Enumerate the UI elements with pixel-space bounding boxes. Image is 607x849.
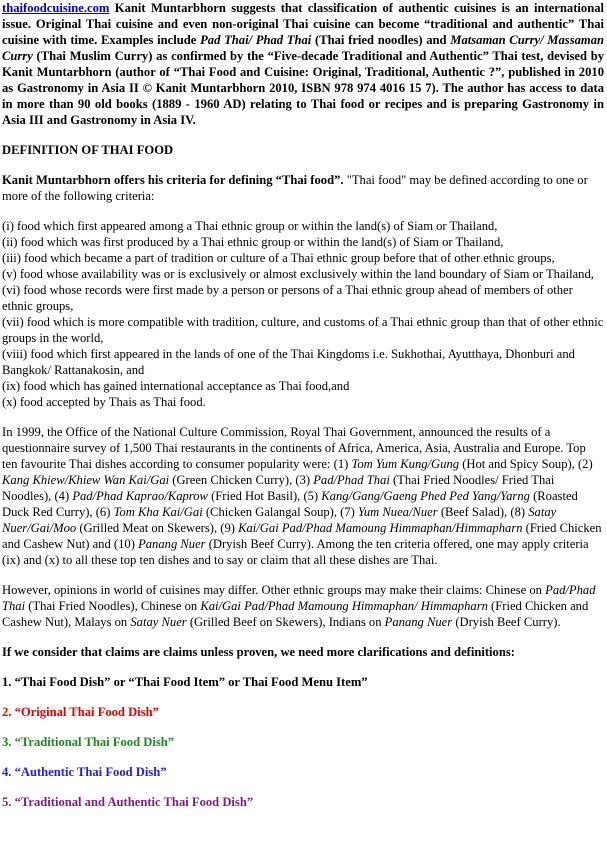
intro-dish-massaman: Matsaman Curry/ Massaman Curry <box>2 33 604 63</box>
intro-text-3: (Thai Muslim Curry) as confirmed by the “Five-decade Traditional and Authentic” Thai test, devised by Kanit Muntarbhorn (author of “Thai Food and Cuisine: Original, Traditional, Authentic ?”, published in 2010 as Gastronomy in Asia II © Kanit Muntarbhorn 2010, ISBN 978 974 4016 15 7). The author has access to data in more than 90 old books (1889 - 1960 AD) relating to Thai food or recipes and is preparing Gastronomy in Asia III and Gastronomy in Asia IV. <box>2 49 604 127</box>
criterion: (v) food whose availability was or is exclusively or almost exclusively within the land boundary of Siam or Thailand, <box>2 267 594 281</box>
opinions-dish: Panang Nuer <box>384 615 453 629</box>
definition-item-4: 4. “Authentic Thai Food Dish” <box>2 765 167 779</box>
opinions-dish: Kai/Gai Pad/Phad Mamoung Himmaphan/ Himmapharn <box>200 599 488 613</box>
definition-lead <box>2 172 604 204</box>
intro-dish-pad-thai: Pad Thai/ Phad Thai <box>200 33 312 47</box>
survey-dish: Pad/Phad Thai <box>313 473 390 487</box>
survey-dish: Kang/Gang/Gaeng Phed Ped Yang/Yarng <box>321 489 530 503</box>
survey-dish: Kang Khiew/Khiew Wan Kai/Gai <box>2 473 170 487</box>
definition-item-2: 2. “Original Thai Food Dish” <box>2 705 159 719</box>
survey-dish: Tom Kha Kai/Gai <box>113 505 203 519</box>
criterion: (ix) food which has gained international acceptance as Thai food,and <box>2 379 350 393</box>
survey-dish: Kai/Gai Pad/Phad Mamoung Himmaphan/Himmapharn <box>238 521 523 535</box>
opinions-dish: Satay Nuer <box>130 615 187 629</box>
criterion: (x) food accepted by Thais as Thai food. <box>2 395 206 409</box>
claims-paragraph: If we consider that claims are claims unless proven, we need more clarifications and definitions: <box>2 645 515 659</box>
criterion: (vii) food which is more compatible with tradition, culture, and customs of a Thai ethnic group than that of other ethnic groups in the world, <box>2 315 604 345</box>
opinions-text: (Thai Fried Noodles), Chinese on <box>25 599 201 613</box>
survey-dish: Pad/Phad Kaprao/Kaprow <box>72 489 208 503</box>
definition-heading: DEFINITION OF THAI FOOD <box>2 143 174 157</box>
opinions-paragraph <box>2 582 604 630</box>
survey-text: (Chicken Galangal Soup), (7) <box>202 505 358 519</box>
definition-item-3: 3. “Traditional Thai Food Dish” <box>2 735 175 749</box>
intro-paragraph <box>2 0 604 128</box>
criterion: (iii) food which became a part of tradition or culture of a Thai ethnic group before that of other ethnic groups, <box>2 251 555 265</box>
survey-text: In 1999, the Office of the National Culture Commission, Royal Thai Government, announced the results of a questionnaire survey of 1,500 Thai restaurants in the continents of Africa, America, Asia, Australia and Europe. Top ten favourite Thai dishes according to consumer popularity were: (1) <box>2 425 586 471</box>
definition-item-5: 5. “Traditional and Authentic Thai Food Dish” <box>2 795 254 809</box>
survey-paragraph <box>2 424 604 568</box>
criteria-list <box>2 218 604 410</box>
opinions-text: (Dryish Beef Curry). <box>452 615 561 629</box>
definition-item-1: 1. “Thai Food Dish” or “Thai Food Item” or Thai Food Menu Item” <box>2 675 368 689</box>
opinions-text: (Fried Chicken and Cashew Nut), Malays on <box>2 599 589 629</box>
survey-dish: Panang Nuer <box>138 537 206 551</box>
definition-lead-bold: Kanit Muntarbhorn offers his criteria for defining “Thai food”. <box>2 173 344 187</box>
opinions-text: However, opinions in world of cuisines may differ. Other ethnic groups may make their claims: Chinese on <box>2 583 546 597</box>
survey-dish: Satay Nuer/Gai/Moo <box>2 505 557 535</box>
survey-text: (Fried Hot Basil), (5) <box>207 489 322 503</box>
survey-text: (Green Chicken Curry), (3) <box>169 473 314 487</box>
survey-text: (Grilled Meat on Skewers), (9) <box>76 521 239 535</box>
criterion: (i) food which first appeared among a Thai ethnic group or within the land(s) of Siam or Thailand, <box>2 219 498 233</box>
survey-text: (Fried Chicken and Cashew Nut) and (10) <box>2 521 602 551</box>
opinions-dish: Pad/Phad Thai <box>2 583 596 613</box>
criterion: (ii) food which was first produced by a Thai ethnic group or within the land(s) of Siam or Thailand, <box>2 235 504 249</box>
survey-text: (Roasted Duck Red Curry), (6) <box>2 489 578 519</box>
intro-text-1: Kanit Muntarbhorn suggests that classification of authentic cuisines is an international issue. Original Thai cuisine and even non-original Thai cuisine can become “traditional and authentic” Thai cuisine with time. Examples include <box>2 1 604 47</box>
survey-text: (Dryish Beef Curry). Among the ten criteria offered, one may apply criteria (ix) and (x) to all these top ten dishes and to say or claim that all these dishes are Thai. <box>2 537 589 567</box>
survey-text: (Beef Salad), (8) <box>437 505 529 519</box>
survey-dish: Tom Yum Kung/Gung <box>351 457 460 471</box>
survey-dish: Yum Nuea/Nuer <box>358 505 438 519</box>
survey-text: (Hot and Spicy Soup), (2) <box>459 457 593 471</box>
definition-lead-rest: "Thai food" may be defined according to one or more of the following criteria: <box>2 173 588 203</box>
opinions-text: (Grilled Beef on Skewers), Indians on <box>186 615 385 629</box>
intro-text-2: (Thai fried noodles) and <box>311 33 451 47</box>
survey-text: (Thai Fried Noodles/ Fried Thai Noodles), (4) <box>2 473 555 503</box>
criterion: (viii) food which first appeared in the lands of one of the Thai Kingdoms i.e. Sukhothai, Ayutthaya, Dhonburi and Bangkok/ Rattanakosin, and <box>2 347 575 377</box>
site-link[interactable]: thaifoodcuisine.com <box>2 1 110 15</box>
criterion: (vi) food whose records were first made by a person or persons of a Thai ethnic group ahead of members of other ethnic groups, <box>2 283 573 313</box>
